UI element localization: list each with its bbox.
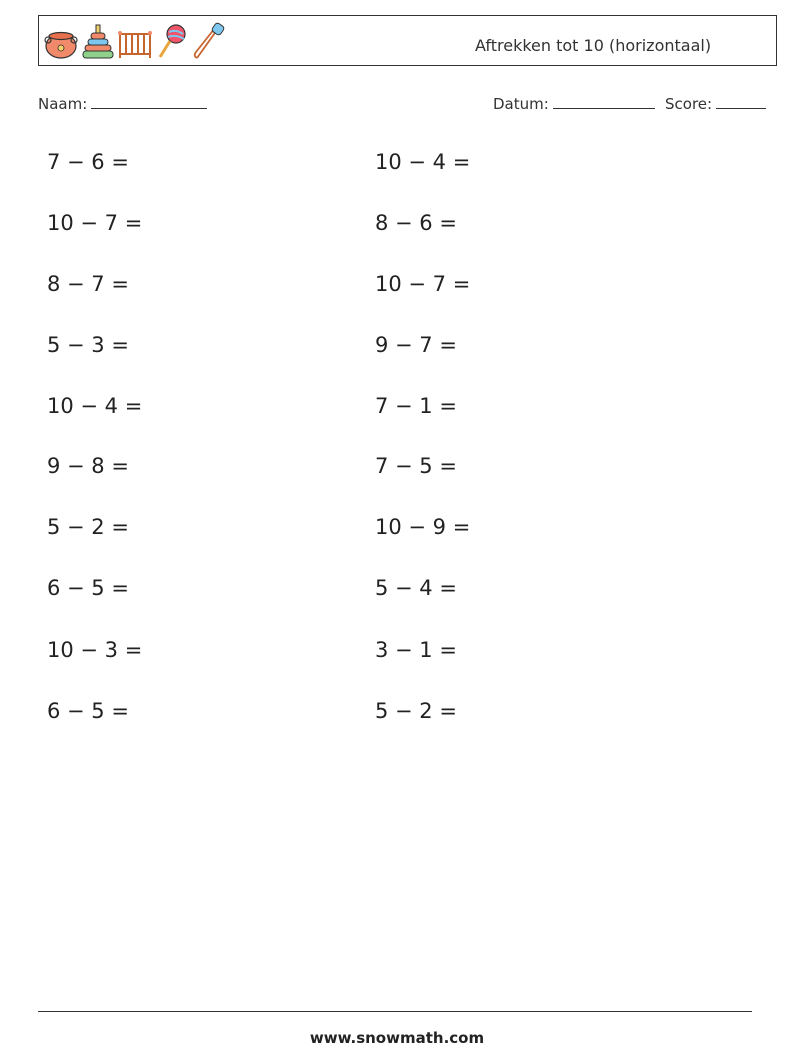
problem-left-9: 10 − 3 = xyxy=(47,638,143,662)
problem-right-2: 8 − 6 = xyxy=(375,211,457,235)
worksheet-header xyxy=(38,15,777,66)
header-icons xyxy=(43,20,228,64)
score-blank xyxy=(716,94,766,109)
score-label: Score: xyxy=(665,95,713,113)
problem-right-9: 3 − 1 = xyxy=(375,638,457,662)
problem-left-1: 7 − 6 = xyxy=(47,150,129,174)
problem-left-3: 8 − 7 = xyxy=(47,272,129,296)
problem-left-2: 10 − 7 = xyxy=(47,211,143,235)
problem-right-6: 7 − 5 = xyxy=(375,454,457,478)
safety-pin-icon xyxy=(191,22,227,62)
problem-left-5: 10 − 4 = xyxy=(47,394,143,418)
footer-divider xyxy=(38,1011,752,1012)
footer-website: www.snowmath.com xyxy=(309,1029,485,1047)
problem-left-10: 6 − 5 = xyxy=(47,699,129,723)
problem-left-7: 5 − 2 = xyxy=(47,515,129,539)
problem-left-4: 5 − 3 = xyxy=(47,333,129,357)
name-label: Naam: xyxy=(38,95,88,113)
name-field xyxy=(38,94,207,113)
date-field xyxy=(493,94,655,113)
pot-icon xyxy=(43,22,79,62)
worksheet-title: Aftrekken tot 10 (horizontaal) xyxy=(475,36,712,55)
problem-right-7: 10 − 9 = xyxy=(375,515,471,539)
score-field xyxy=(665,94,766,113)
name-blank xyxy=(91,94,207,109)
date-blank xyxy=(553,94,655,109)
date-label: Datum: xyxy=(493,95,549,113)
problem-left-8: 6 − 5 = xyxy=(47,576,129,600)
problem-right-4: 9 − 7 = xyxy=(375,333,457,357)
problem-right-3: 10 − 7 = xyxy=(375,272,471,296)
ring-stacker-icon xyxy=(80,22,116,62)
problem-right-5: 7 − 1 = xyxy=(375,394,457,418)
problem-right-10: 5 − 2 = xyxy=(375,699,457,723)
problem-right-8: 5 − 4 = xyxy=(375,576,457,600)
rattle-icon xyxy=(154,22,190,62)
problem-left-6: 9 − 8 = xyxy=(47,454,129,478)
problem-right-1: 10 − 4 = xyxy=(375,150,471,174)
crib-icon xyxy=(117,22,153,62)
